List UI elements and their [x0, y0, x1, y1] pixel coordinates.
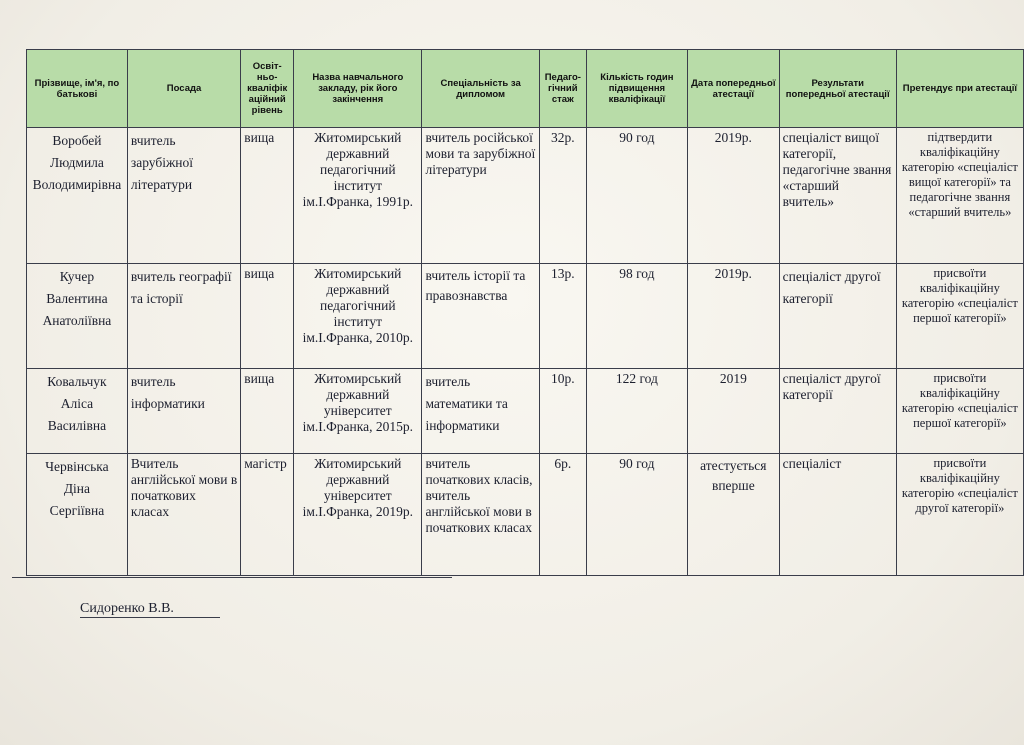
teacher-name	[27, 128, 128, 264]
claim: присвоїти кваліфікаційну категорію «спеціаліст першої категорії»	[896, 264, 1023, 369]
previous-date: 2019р.	[688, 264, 780, 369]
experience: 32р.	[539, 128, 586, 264]
table-row	[27, 128, 1024, 264]
institution: Житомирський державний університет ім.І.Франка, 2015р.	[294, 369, 422, 454]
bottom-rule	[12, 577, 452, 578]
header-specialty: Спеціальність за дипломом	[422, 50, 539, 128]
training-hours: 90 год	[586, 128, 687, 264]
header-result: Результати попередньої атестації	[779, 50, 896, 128]
education-level: вища	[241, 128, 294, 264]
experience: 6р.	[539, 454, 586, 576]
education-level: магістр	[241, 454, 294, 576]
institution: Житомирський державний педагогічний інститут ім.І.Франка, 1991р.	[294, 128, 422, 264]
patronymic: Володимирівна	[32, 177, 122, 192]
experience: 10р.	[539, 369, 586, 454]
surname: Червінська	[45, 459, 109, 474]
previous-result: спеціаліст вищої категорії, педагогічне звання «старший вчитель»	[779, 128, 896, 264]
first-name: Валентина	[46, 291, 108, 306]
previous-result: спеціаліст	[779, 454, 896, 576]
surname: Ковальчук	[47, 374, 107, 389]
claim: присвоїти кваліфікаційну категорію «спеціаліст першої категорії»	[896, 369, 1023, 454]
specialty: вчитель математики та інформатики	[422, 369, 539, 454]
previous-date: 2019	[688, 369, 780, 454]
patronymic: Василівна	[47, 418, 107, 433]
education-level: вища	[241, 369, 294, 454]
signature-underline	[80, 617, 220, 618]
header-date: Дата попередньої атестації	[688, 50, 780, 128]
teacher-name	[27, 264, 128, 369]
training-hours: 90 год	[586, 454, 687, 576]
first-name: Аліса	[60, 396, 94, 411]
header-name: Прізвище, ім'я, по батькові	[27, 50, 128, 128]
claim: присвоїти кваліфікаційну категорію «спеціаліст другої категорії»	[896, 454, 1023, 576]
first-name: Людмила	[49, 155, 104, 170]
previous-date: 2019р.	[688, 128, 780, 264]
training-hours: 122 год	[586, 369, 687, 454]
institution: Житомирський державний університет ім.І.Франка, 2019р.	[294, 454, 422, 576]
patronymic: Анатоліївна	[42, 313, 112, 328]
table-row	[27, 264, 1024, 369]
header-hours: Кількість годин підвищення кваліфікації	[586, 50, 687, 128]
specialty: вчитель історії та правознавства	[422, 264, 539, 369]
previous-result: спеціаліст другої категорії	[779, 264, 896, 369]
header-claim: Претендує при атестації	[896, 50, 1023, 128]
surname: Кучер	[59, 269, 95, 284]
previous-result: спеціаліст другої категорії	[779, 369, 896, 454]
position: вчитель географії та історії	[127, 264, 240, 369]
specialty: вчитель початкових класів, вчитель англійської мови в початкових класах	[422, 454, 539, 576]
education-level: вища	[241, 264, 294, 369]
header-institution: Назва навчального закладу, рік його закінчення	[294, 50, 422, 128]
position: Вчитель англійської мови в початкових класах	[127, 454, 240, 576]
specialty: вчитель російської мови та зарубіжної літератури	[422, 128, 539, 264]
table-header-row	[27, 50, 1024, 128]
position: вчитель зарубіжної літератури	[127, 128, 240, 264]
claim: підтвердити кваліфікаційну категорію «спеціаліст вищої категорії» та педагогічне звання «старший вчитель»	[896, 128, 1023, 264]
training-hours: 98 год	[586, 264, 687, 369]
table-row	[27, 454, 1024, 576]
table-row	[27, 369, 1024, 454]
patronymic: Сергіївна	[49, 503, 105, 518]
header-experience: Педаго-гічний стаж	[539, 50, 586, 128]
surname: Воробей	[52, 133, 102, 148]
institution: Житомирський державний педагогічний інститут ім.І.Франка, 2010р.	[294, 264, 422, 369]
header-position: Посада	[127, 50, 240, 128]
experience: 13р.	[539, 264, 586, 369]
teacher-name	[27, 454, 128, 576]
header-level: Освіт-ньо-кваліфік аційний рівень	[241, 50, 294, 128]
signature-name: Сидоренко В.В.	[80, 601, 174, 616]
attestation-table	[26, 49, 1024, 576]
previous-date: атестується вперше	[688, 454, 780, 576]
first-name: Діна	[63, 481, 91, 496]
teacher-name	[27, 369, 128, 454]
position: вчитель інформатики	[127, 369, 240, 454]
